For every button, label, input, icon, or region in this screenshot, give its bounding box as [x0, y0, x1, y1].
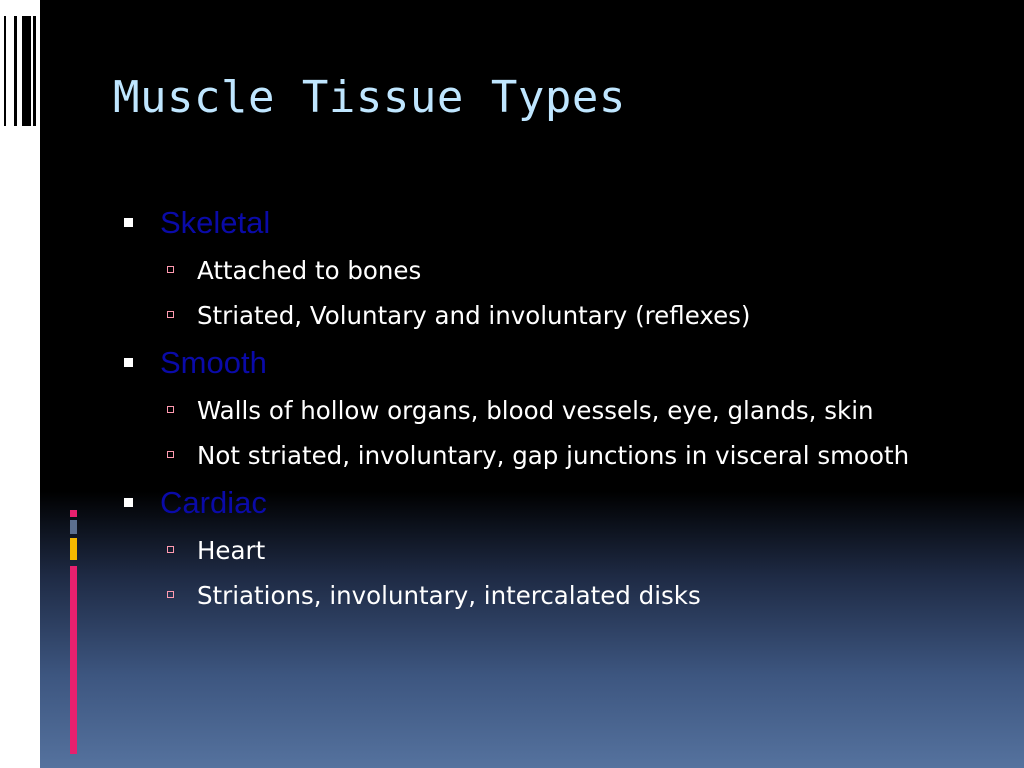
bullet-content [124, 205, 924, 625]
hollow-square-bullet-icon [167, 266, 174, 273]
list-item [124, 392, 924, 429]
hollow-square-bullet-icon [167, 546, 174, 553]
list-item-text: Not striated, involuntary, gap junctions in visceral smooth [197, 441, 910, 470]
section-heading-cardiac [124, 485, 924, 521]
section-heading-label: Skeletal [160, 205, 271, 240]
list-item-text: Striated, Voluntary and involuntary (reflexes) [197, 301, 751, 330]
hollow-square-bullet-icon [167, 311, 174, 318]
left-sidebar-strip [0, 0, 40, 768]
square-bullet-icon [124, 358, 133, 367]
square-bullet-icon [124, 498, 133, 507]
square-bullet-icon [124, 218, 133, 227]
hollow-square-bullet-icon [167, 451, 174, 458]
list-item-text: Attached to bones [197, 256, 422, 285]
section-heading-label: Smooth [160, 345, 267, 380]
section-heading-label: Cardiac [160, 485, 267, 520]
list-item-text: Heart [197, 536, 266, 565]
section-heading-smooth [124, 345, 924, 381]
accent-bar-pink-long [70, 566, 77, 754]
hollow-square-bullet-icon [167, 591, 174, 598]
list-item [124, 252, 924, 289]
list-item [124, 532, 924, 569]
list-item [124, 577, 924, 614]
list-item [124, 437, 924, 474]
hollow-square-bullet-icon [167, 406, 174, 413]
section-heading-skeletal [124, 205, 924, 241]
accent-bar-pink-top [70, 510, 77, 517]
slide-title: Muscle Tissue Types [113, 72, 626, 123]
list-item-text: Walls of hollow organs, blood vessels, eye, glands, skin [197, 396, 874, 425]
list-item [124, 297, 924, 334]
accent-bar-slate [70, 520, 77, 534]
vertical-lines-decoration [4, 16, 38, 126]
accent-bar-gold [70, 538, 77, 560]
list-item-text: Striations, involuntary, intercalated disks [197, 581, 701, 610]
